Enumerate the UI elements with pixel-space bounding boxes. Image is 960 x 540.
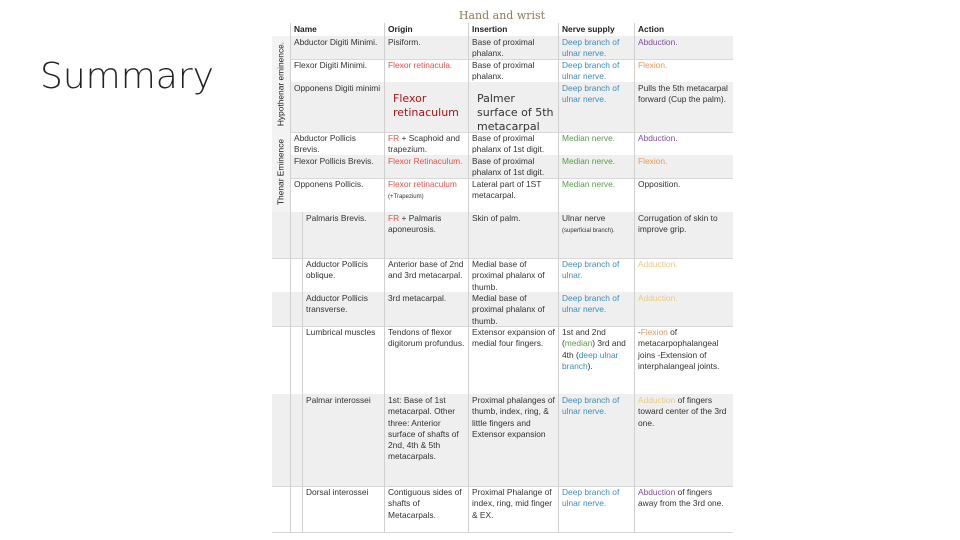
table-row bbox=[272, 486, 733, 533]
cell-text: Abduction. bbox=[638, 133, 678, 143]
header-cell: Insertion bbox=[468, 23, 558, 36]
cell-name bbox=[290, 59, 384, 82]
cell-text: Deep branch of ulnar nerve. bbox=[562, 60, 620, 82]
group-label-text: Thenar Eminence bbox=[275, 138, 286, 206]
cell-action bbox=[634, 36, 733, 59]
cell-text: Flexor Retinaculum. bbox=[388, 156, 463, 166]
cell-text: Palmer surface of 5th metacarpal bbox=[477, 92, 554, 132]
cell-text: Base of proximal phalanx of 1st digit. bbox=[472, 156, 545, 178]
cell-origin bbox=[384, 212, 468, 258]
cell-text: Extensor expansion of medial four fingers. bbox=[472, 327, 555, 349]
cell-text: Pulls the 5th metacarpal forward (Cup the palm). bbox=[638, 83, 728, 105]
cell-text: Flexor retinacula. bbox=[388, 60, 453, 70]
cell-text: Median nerve. bbox=[562, 133, 616, 143]
spacer-cell bbox=[290, 292, 302, 326]
cell-origin bbox=[384, 36, 468, 59]
cell-text: Anterior base of 2nd and 3rd metacarpal. bbox=[388, 259, 464, 281]
cell-origin bbox=[384, 326, 468, 394]
cell-text: Abductor Digiti Minimi. bbox=[294, 37, 378, 47]
table-row bbox=[272, 326, 733, 395]
group-label bbox=[272, 132, 291, 212]
table-row bbox=[290, 155, 733, 179]
cell-nerve-supply bbox=[558, 326, 634, 394]
cell-text: median bbox=[564, 338, 593, 349]
cell-name bbox=[290, 178, 384, 212]
cell-origin bbox=[384, 292, 468, 326]
cell-text: ). bbox=[587, 360, 593, 371]
cell-text: Tendons of flexor digitorum profundus. bbox=[388, 327, 465, 349]
cell-name bbox=[290, 82, 384, 132]
cell-action bbox=[634, 486, 733, 532]
cell-insertion bbox=[468, 292, 558, 326]
cell-text: 3rd metacarpal. bbox=[388, 293, 447, 303]
cell-origin bbox=[384, 82, 468, 132]
cell-action bbox=[634, 292, 733, 326]
cell-text: Palmaris Brevis. bbox=[306, 213, 367, 223]
cell-nerve-supply bbox=[558, 132, 634, 155]
cell-action bbox=[634, 212, 733, 258]
cell-text: of fingers away from the 3rd one. bbox=[638, 487, 724, 509]
cell-action bbox=[634, 132, 733, 155]
cell-text: - bbox=[638, 327, 641, 337]
cell-name bbox=[302, 394, 384, 486]
cell-text: Palmar interossei bbox=[306, 395, 371, 405]
cell-text: Flexor Pollicis Brevis. bbox=[294, 156, 374, 166]
cell-text: Adductor Pollicis transverse. bbox=[306, 293, 368, 315]
cell-text: Deep branch of ulnar nerve. bbox=[562, 293, 620, 315]
cell-text: + Scaphoid and trapezium. bbox=[388, 133, 460, 155]
spacer-cell bbox=[290, 258, 302, 292]
cell-name bbox=[302, 212, 384, 258]
cell-action bbox=[634, 258, 733, 292]
table-row bbox=[290, 59, 733, 83]
cell-action bbox=[634, 82, 733, 132]
cell-text: Base of proximal phalanx. bbox=[472, 60, 535, 82]
cell-text: Flexor retinaculum bbox=[388, 179, 457, 189]
cell-text: FR bbox=[388, 133, 400, 143]
cell-insertion bbox=[468, 212, 558, 258]
spacer-cell bbox=[290, 326, 302, 394]
cell-text: 1st: Base of 1st metacarpal. Other three: Anterior surface of shafts of 2nd, 4th & 5th metacarpals. bbox=[388, 395, 459, 462]
cell-text: ) 3rd and 4th ( bbox=[562, 338, 626, 360]
cell-text: Deep branch of ulnar nerve. bbox=[562, 487, 620, 509]
cell-nerve-supply bbox=[558, 486, 634, 532]
cell-nerve-supply bbox=[558, 178, 634, 212]
cell-insertion bbox=[468, 258, 558, 292]
cell-insertion bbox=[468, 486, 558, 532]
cell-name bbox=[302, 486, 384, 532]
cell-text: Adduction bbox=[638, 395, 676, 405]
cell-text: Proximal phalanges of thumb, index, ring, & little fingers and Extensor expansion bbox=[472, 395, 555, 439]
header-cell: Origin bbox=[384, 23, 468, 36]
slide-title: Summary bbox=[40, 56, 214, 97]
cell-nerve-supply bbox=[558, 155, 634, 178]
cell-text: Adduction. bbox=[638, 293, 678, 303]
cell-text: deep ulnar branch bbox=[562, 349, 619, 371]
cell-nerve-supply bbox=[558, 212, 634, 258]
cell-origin bbox=[384, 486, 468, 532]
header-cell: Nerve supply bbox=[558, 23, 634, 36]
table-row bbox=[272, 394, 733, 487]
cell-name bbox=[290, 36, 384, 59]
cell-name bbox=[290, 132, 384, 155]
cell-text: Lateral part of 1ST metacarpal. bbox=[472, 179, 542, 201]
cell-text: Flexor retinaculum bbox=[393, 92, 459, 119]
cell-origin bbox=[384, 178, 468, 212]
cell-nerve-supply bbox=[558, 82, 634, 132]
cell-insertion bbox=[468, 82, 558, 132]
cell-text: (superficial branch). bbox=[562, 228, 615, 235]
spacer-cell bbox=[290, 394, 302, 486]
cell-text: + Palmaris aponeurosis. bbox=[388, 213, 442, 235]
cell-text: Abduction. bbox=[638, 37, 678, 47]
cell-action bbox=[634, 155, 733, 178]
cell-text: Base of proximal phalanx. bbox=[472, 37, 535, 59]
cell-text: Flexion. bbox=[638, 60, 668, 70]
cell-text: Deep branch of ulnar nerve. bbox=[562, 83, 620, 105]
cell-text: (+Trapezium) bbox=[388, 194, 424, 201]
cell-nerve-supply bbox=[558, 36, 634, 59]
spacer-cell bbox=[290, 212, 302, 258]
cell-text: Opponens Digiti minimi bbox=[294, 83, 381, 93]
cell-text: Deep branch of ulnar. bbox=[562, 259, 620, 281]
group-label bbox=[272, 36, 291, 132]
cell-origin bbox=[384, 155, 468, 178]
table-title: Hand and wrist bbox=[458, 9, 546, 22]
table-row bbox=[290, 82, 733, 133]
header-cell: Name bbox=[290, 23, 384, 36]
cell-text: Corrugation of skin to improve grip. bbox=[638, 213, 718, 235]
cell-action bbox=[634, 326, 733, 394]
cell-text: Flexion. bbox=[638, 156, 668, 166]
header-cell: Action bbox=[634, 23, 733, 36]
cell-text: Opposition. bbox=[638, 179, 681, 189]
cell-insertion bbox=[468, 394, 558, 486]
cell-text: of metacarpophalangeal joins -Extension of interphalangeal joints. bbox=[638, 327, 720, 371]
muscle-table bbox=[272, 23, 733, 533]
table-header-row bbox=[272, 23, 733, 37]
cell-text: Deep branch of ulnar nerve. bbox=[562, 37, 620, 59]
cell-text: Lumbrical muscles bbox=[306, 327, 376, 337]
cell-text: Adductor Pollicis oblique. bbox=[306, 259, 368, 281]
cell-origin bbox=[384, 258, 468, 292]
group-label-text: Hypothenar eminence. bbox=[275, 41, 286, 127]
cell-nerve-supply bbox=[558, 394, 634, 486]
cell-text: Flexor Digiti Minimi. bbox=[294, 60, 368, 70]
cell-text: Contiguous sides of shafts of Metacarpals. bbox=[388, 487, 462, 520]
cell-text: FR bbox=[388, 213, 400, 223]
cell-text: Opponens Pollicis. bbox=[294, 179, 364, 189]
cell-text: Dorsal interossei bbox=[306, 487, 369, 497]
table-row bbox=[272, 292, 733, 327]
cell-text: Medial base of proximal phalanx of thumb. bbox=[472, 293, 545, 326]
cell-origin bbox=[384, 394, 468, 486]
cell-insertion bbox=[468, 155, 558, 178]
cell-text: Flexion bbox=[640, 327, 668, 337]
cell-text: Adduction. bbox=[638, 259, 678, 269]
cell-text: Abduction bbox=[638, 487, 676, 497]
cell-text: Pisiform. bbox=[388, 37, 421, 47]
cell-insertion bbox=[468, 326, 558, 394]
spacer-cell bbox=[290, 486, 302, 532]
cell-action bbox=[634, 178, 733, 212]
cell-action bbox=[634, 394, 733, 486]
table-row bbox=[290, 178, 733, 213]
cell-nerve-supply bbox=[558, 59, 634, 82]
cell-origin bbox=[384, 59, 468, 82]
cell-insertion bbox=[468, 36, 558, 59]
cell-insertion bbox=[468, 132, 558, 155]
table-row bbox=[290, 36, 733, 60]
cell-text: Medial base of proximal phalanx of thumb. bbox=[472, 259, 545, 292]
cell-name bbox=[302, 292, 384, 326]
cell-text: 1st and 2nd ( bbox=[562, 327, 606, 349]
table-row bbox=[272, 212, 733, 259]
cell-text: Base of proximal phalanx of 1st digit. bbox=[472, 133, 545, 155]
cell-text: of fingers toward center of the 3rd one. bbox=[638, 395, 727, 428]
cell-text: Ulnar nerve bbox=[562, 213, 606, 223]
table-row bbox=[272, 258, 733, 293]
table-row bbox=[290, 132, 733, 156]
cell-text: Median nerve. bbox=[562, 179, 616, 189]
cell-text: Median nerve. bbox=[562, 156, 616, 166]
cell-text: Deep branch of ulnar nerve. bbox=[562, 395, 620, 417]
cell-text: Skin of palm. bbox=[472, 213, 521, 223]
cell-action bbox=[634, 59, 733, 82]
cell-name bbox=[302, 326, 384, 394]
cell-origin bbox=[384, 132, 468, 155]
cell-name bbox=[302, 258, 384, 292]
cell-insertion bbox=[468, 59, 558, 82]
cell-nerve-supply bbox=[558, 292, 634, 326]
cell-insertion bbox=[468, 178, 558, 212]
cell-text: Abductor Pollicis Brevis. bbox=[294, 133, 356, 155]
cell-name bbox=[290, 155, 384, 178]
cell-nerve-supply bbox=[558, 258, 634, 292]
cell-text: Proximal Phalange of index, ring, mid finger & EX. bbox=[472, 487, 553, 520]
